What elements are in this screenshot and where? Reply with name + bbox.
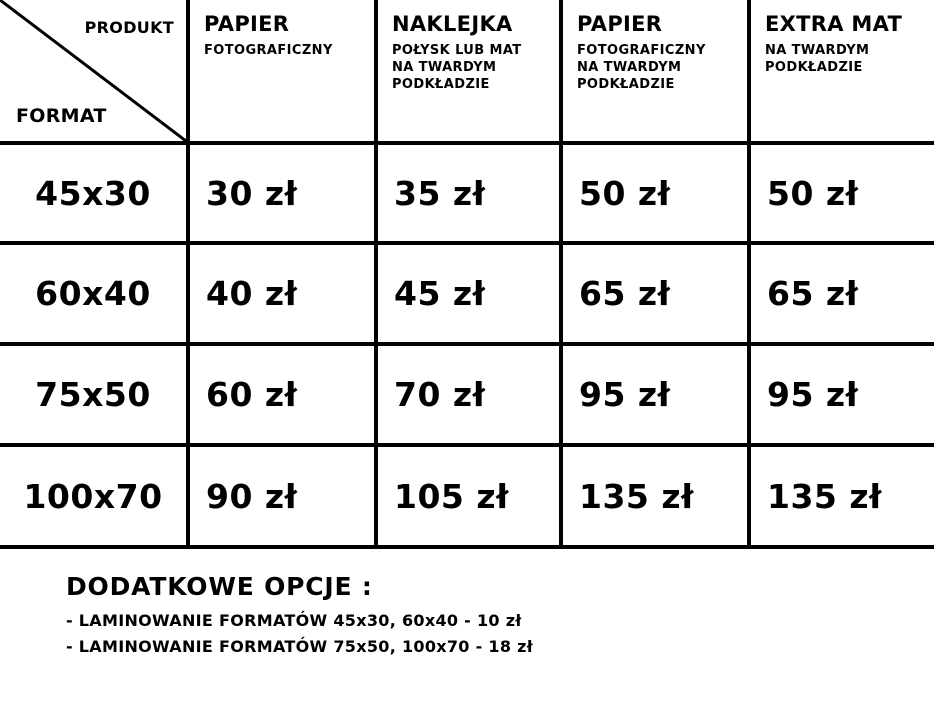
price-value: 90 zł — [206, 476, 298, 516]
format-cell — [0, 245, 186, 342]
price-value: 95 zł — [579, 375, 671, 414]
price-value: 70 zł — [394, 375, 486, 414]
price-cell — [378, 346, 559, 443]
price-value: 65 zł — [767, 274, 859, 313]
extras-line: - LAMINOWANIE FORMATÓW 45x30, 60x40 - 10 zł — [66, 611, 522, 630]
column-header-papier-fotograficzny — [190, 0, 374, 141]
column-subtitle-line: NA TWARDYM — [392, 60, 497, 75]
column-subtitle — [204, 42, 333, 59]
column-subtitle-line: FOTOGRAFICZNY — [577, 43, 706, 58]
price-value: 50 zł — [767, 173, 859, 213]
price-value: 50 zł — [579, 173, 671, 213]
price-value: 60 zł — [206, 375, 298, 414]
extras-line: - LAMINOWANIE FORMATÓW 75x50, 100x70 - 18 zł — [66, 637, 534, 656]
price-value: 105 zł — [394, 476, 509, 516]
format-cell — [0, 145, 186, 241]
column-header-papier-podklad — [563, 0, 747, 141]
price-value: 40 zł — [206, 274, 298, 313]
column-subtitle-line: POŁYSK LUB MAT — [392, 43, 522, 58]
price-value: 30 zł — [206, 173, 298, 213]
column-subtitle — [392, 42, 522, 93]
column-title: PAPIER — [577, 12, 663, 36]
format-label: 60x40 — [35, 274, 151, 313]
corner-cell — [0, 0, 186, 141]
price-value: 135 zł — [579, 476, 694, 516]
column-subtitle-line: NA TWARDYM — [577, 60, 682, 75]
column-subtitle-line: PODKŁADZIE — [392, 77, 490, 92]
column-title: NAKLEJKA — [392, 12, 513, 36]
price-cell — [190, 447, 374, 545]
price-cell — [751, 145, 934, 241]
corner-produkt-label: PRODUKT — [84, 18, 174, 37]
column-title: PAPIER — [204, 12, 290, 36]
price-cell — [751, 447, 934, 545]
price-value: 35 zł — [394, 173, 486, 213]
column-subtitle-line: PODKŁADZIE — [765, 60, 863, 75]
price-cell — [751, 245, 934, 342]
price-cell — [751, 346, 934, 443]
price-cell — [563, 245, 747, 342]
price-cell — [190, 346, 374, 443]
format-label: 75x50 — [35, 375, 151, 414]
column-title: EXTRA MAT — [765, 12, 903, 36]
price-cell — [378, 245, 559, 342]
extras-title: DODATKOWE OPCJE : — [66, 572, 373, 601]
format-label: 100x70 — [23, 476, 163, 516]
price-cell — [563, 145, 747, 241]
column-header-extra-mat — [751, 0, 934, 141]
price-cell — [190, 245, 374, 342]
price-value: 45 zł — [394, 274, 486, 313]
column-subtitle-line: PODKŁADZIE — [577, 77, 675, 92]
format-cell — [0, 447, 186, 545]
column-subtitle-line: FOTOGRAFICZNY — [204, 43, 333, 58]
price-cell — [563, 346, 747, 443]
price-cell — [563, 447, 747, 545]
price-cell — [378, 447, 559, 545]
price-cell — [190, 145, 374, 241]
column-subtitle — [765, 42, 869, 76]
price-value: 95 zł — [767, 375, 859, 414]
price-value: 135 zł — [767, 476, 882, 516]
price-cell — [378, 145, 559, 241]
column-header-naklejka — [378, 0, 559, 141]
price-value: 65 zł — [579, 274, 671, 313]
column-subtitle-line: NA TWARDYM — [765, 43, 870, 58]
format-label: 45x30 — [35, 173, 151, 213]
corner-format-label: FORMAT — [16, 105, 107, 127]
column-subtitle — [577, 42, 706, 93]
format-cell — [0, 346, 186, 443]
